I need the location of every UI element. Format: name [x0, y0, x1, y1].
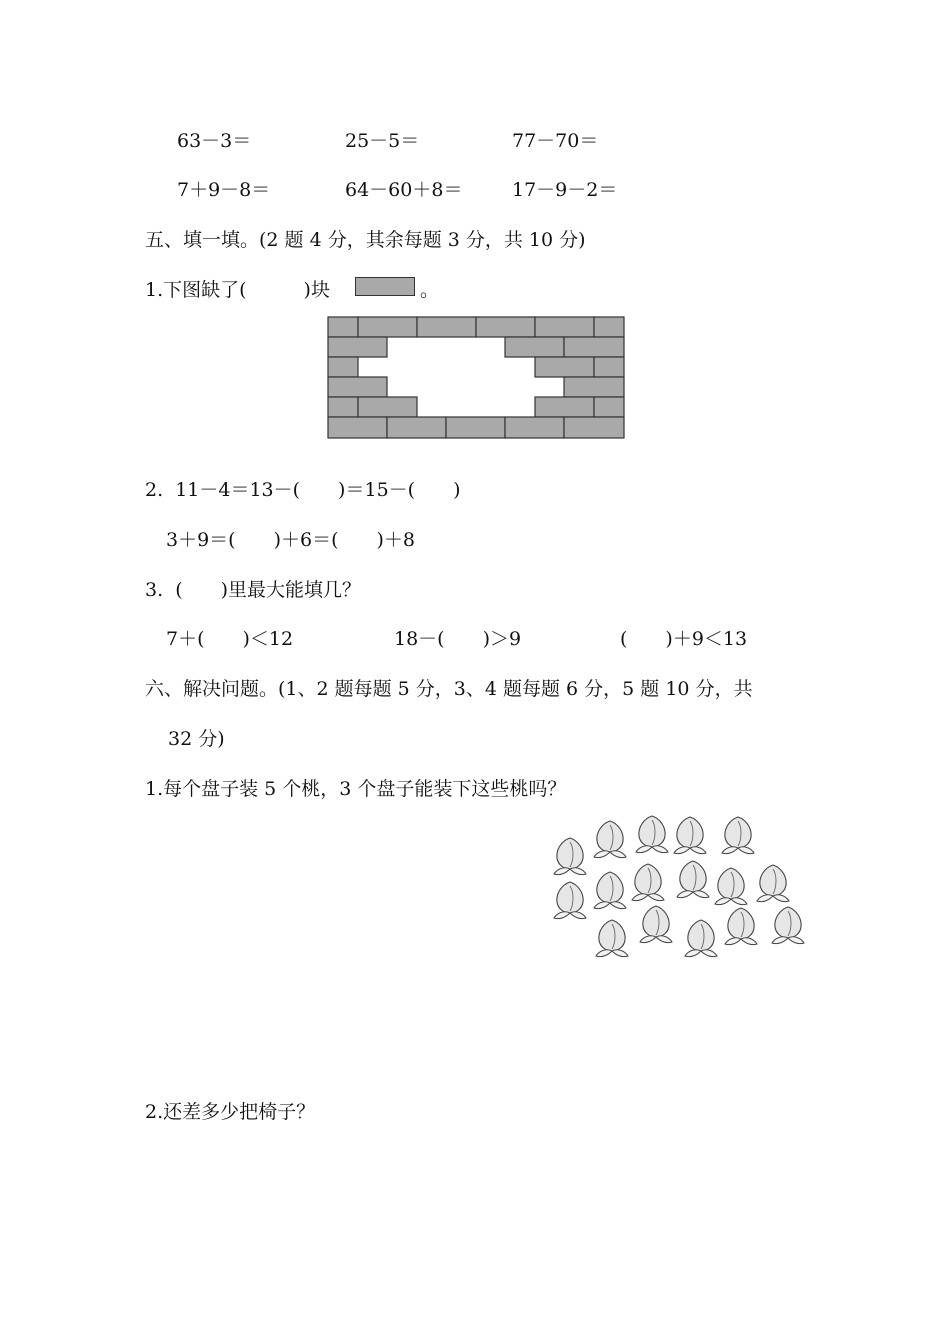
peach-icon: [596, 920, 628, 957]
peach-icon: [636, 816, 668, 853]
brick: [446, 417, 505, 438]
calc-item: 17－9－2＝: [512, 179, 618, 201]
question-text: 3. ( )里最大能填几？: [145, 579, 362, 601]
compare-item: 18－( )＞9: [394, 628, 522, 650]
brick: [387, 417, 446, 438]
peach-icon: [772, 907, 804, 944]
compare-item: 7＋( )＜12: [166, 628, 294, 650]
peach-icon: [594, 872, 626, 909]
brick: [535, 397, 594, 417]
question-text: 1.下图缺了( )块: [145, 279, 330, 301]
question-punct: 。: [420, 279, 440, 301]
question-text: 3＋9＝( )＋6＝( )＋8: [166, 529, 416, 551]
section-heading: 五、填一填。(2 题 4 分，其余每题 3 分，共 10 分): [145, 229, 586, 251]
question-text: 2. 11－4＝13－( )＝15－( ): [145, 479, 461, 501]
brick: [328, 377, 387, 397]
brick: [328, 337, 387, 357]
peach-icon: [674, 817, 706, 854]
question-text: 2.还差多少把椅子？: [145, 1101, 316, 1123]
peach-icon: [554, 838, 586, 875]
brick: [476, 317, 535, 337]
calc-item: 77－70＝: [512, 130, 599, 152]
peach-icon: [725, 908, 757, 945]
brick-wall-figure: [327, 316, 625, 440]
peach-icon: [632, 864, 664, 901]
brick: [505, 417, 564, 438]
brick: [417, 317, 476, 337]
brick: [328, 357, 358, 377]
peach-icon: [722, 817, 754, 854]
brick: [505, 337, 564, 357]
brick: [358, 397, 417, 417]
peach-icon: [640, 906, 672, 943]
brick: [535, 357, 594, 377]
peach-icon: [715, 868, 747, 905]
brick: [564, 417, 624, 438]
brick: [535, 317, 594, 337]
peach-icon: [757, 865, 789, 902]
brick: [594, 357, 624, 377]
brick: [328, 417, 387, 438]
brick: [564, 377, 624, 397]
peach-icon: [594, 821, 626, 858]
peach-icon: [685, 920, 717, 957]
question-text: 1.每个盘子装 5 个桃，3 个盘子能装下这些桃吗？: [145, 778, 567, 800]
peach-icon: [554, 882, 586, 919]
section-heading: 32 分): [168, 728, 225, 750]
brick: [328, 317, 358, 337]
calc-item: 7＋9－8＝: [177, 179, 271, 201]
brick: [358, 317, 417, 337]
brick: [594, 317, 624, 337]
section-heading: 六、解决问题。(1、2 题每题 5 分，3、4 题每题 6 分，5 题 10 分，共: [145, 678, 753, 700]
brick: [328, 397, 358, 417]
calc-item: 25－5＝: [345, 130, 420, 152]
peach-icon: [677, 861, 709, 898]
brick: [564, 337, 624, 357]
compare-item: ( )＋9＜13: [620, 628, 748, 650]
brick: [594, 397, 624, 417]
calc-item: 63－3＝: [177, 130, 252, 152]
peaches-figure: [548, 812, 808, 962]
calc-item: 64－60＋8＝: [345, 179, 463, 201]
brick-icon: [355, 277, 415, 296]
